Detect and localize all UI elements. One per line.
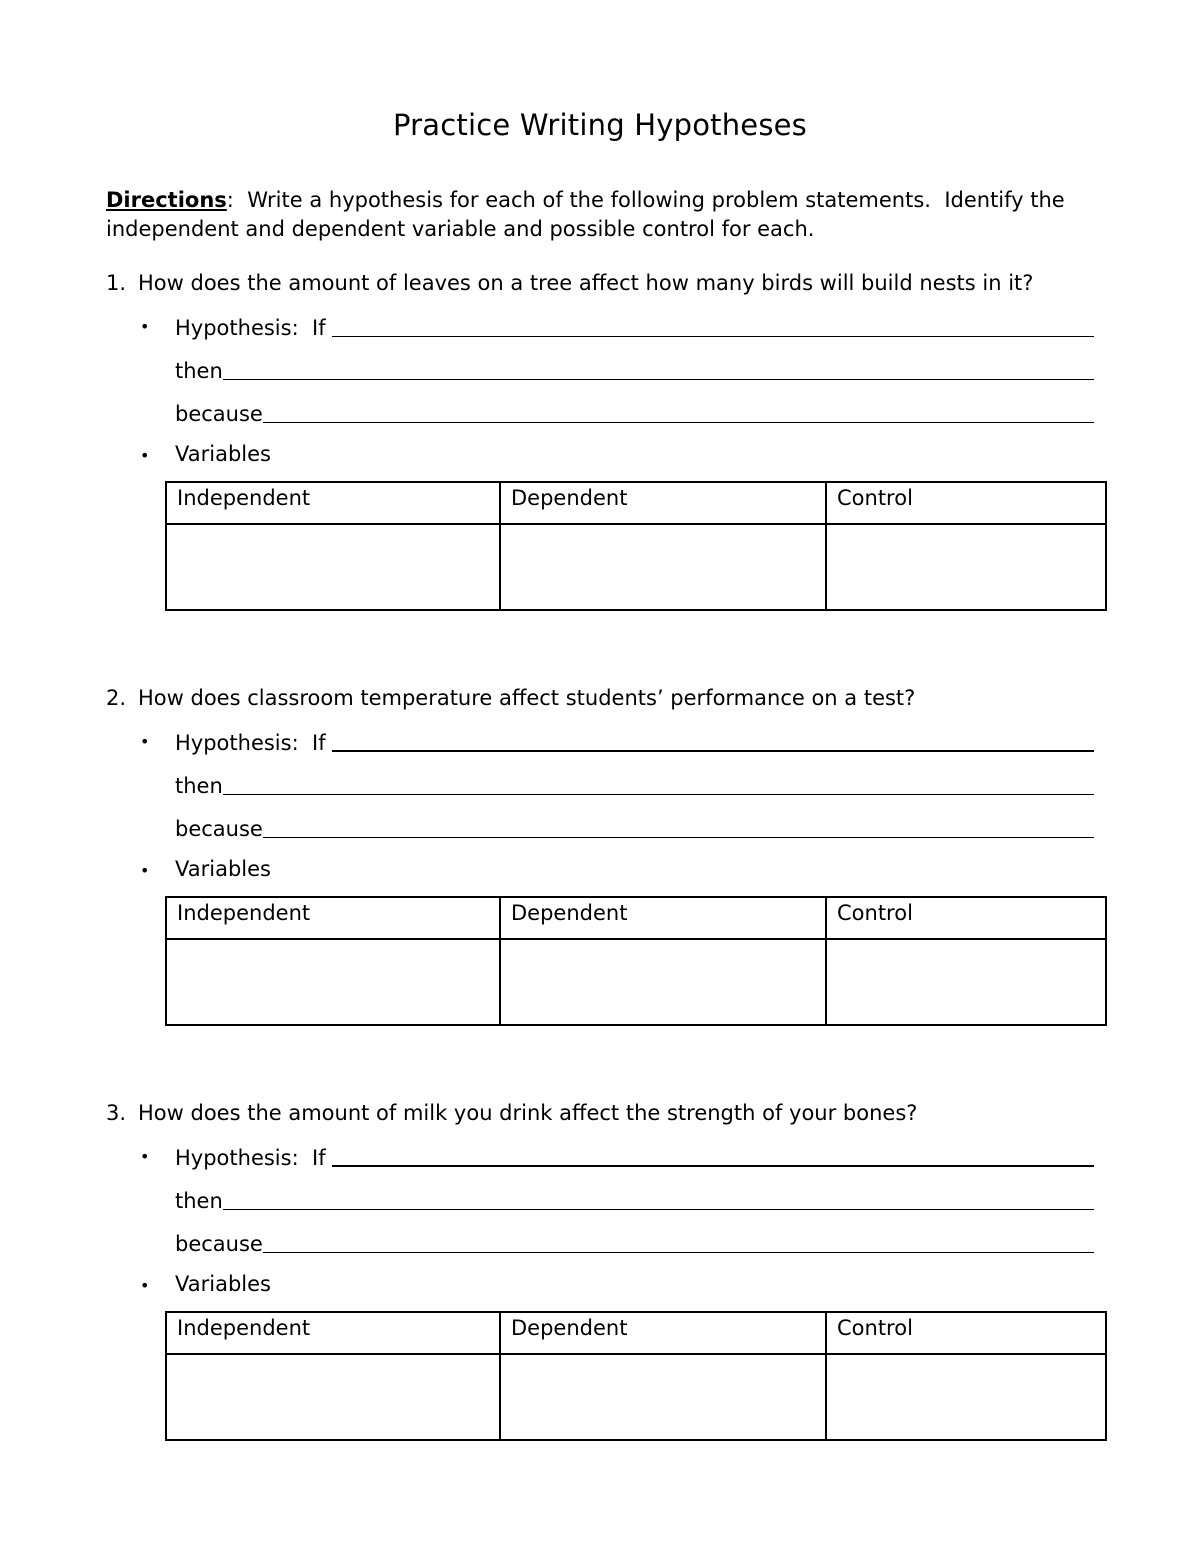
variables-label: Variables xyxy=(175,1272,271,1296)
answer-blank[interactable] xyxy=(223,379,1094,380)
hypothesis-then-line[interactable] xyxy=(175,768,1094,798)
header-dependent: Dependent xyxy=(500,1312,826,1354)
question-3 xyxy=(106,1101,917,1125)
control-cell[interactable] xyxy=(826,1354,1106,1440)
header-dependent: Dependent xyxy=(500,482,826,524)
then-label: then xyxy=(175,774,223,798)
then-label: then xyxy=(175,359,223,383)
then-label: then xyxy=(175,1189,223,1213)
variables-label: Variables xyxy=(175,442,271,466)
dependent-cell[interactable] xyxy=(500,939,826,1025)
hypothesis-label: Hypothesis: If xyxy=(175,731,333,755)
control-cell[interactable] xyxy=(826,524,1106,610)
answer-blank[interactable] xyxy=(223,1209,1094,1210)
bullet-icon: • xyxy=(140,732,150,751)
bullet-icon: • xyxy=(140,446,150,465)
answer-blank[interactable] xyxy=(332,1165,1094,1167)
hypothesis-because-line[interactable] xyxy=(175,396,1094,426)
hypothesis-because-line[interactable] xyxy=(175,1226,1094,1256)
table-row xyxy=(166,524,1106,610)
variables-label: Variables xyxy=(175,857,271,881)
question-number: 3. xyxy=(106,1101,127,1125)
variables-table xyxy=(165,1311,1107,1441)
bullet-icon: • xyxy=(140,1276,150,1295)
header-control: Control xyxy=(826,897,1106,939)
header-independent: Independent xyxy=(166,897,500,939)
table-row xyxy=(166,1354,1106,1440)
answer-blank[interactable] xyxy=(263,422,1094,423)
because-label: because xyxy=(175,817,263,841)
header-control: Control xyxy=(826,482,1106,524)
because-label: because xyxy=(175,1232,263,1256)
table-header-row xyxy=(166,1312,1106,1354)
question-text: How does the amount of leaves on a tree affect how many birds will build nests in it? xyxy=(138,271,1034,295)
answer-blank[interactable] xyxy=(332,336,1094,337)
dependent-cell[interactable] xyxy=(500,524,826,610)
bullet-icon: • xyxy=(140,317,150,336)
because-label: because xyxy=(175,402,263,426)
control-cell[interactable] xyxy=(826,939,1106,1025)
table-header-row xyxy=(166,482,1106,524)
variables-table xyxy=(165,481,1107,611)
table-header-row xyxy=(166,897,1106,939)
variables-table xyxy=(165,896,1107,1026)
header-independent: Independent xyxy=(166,1312,500,1354)
answer-blank[interactable] xyxy=(223,794,1094,795)
hypothesis-then-line[interactable] xyxy=(175,353,1094,383)
dependent-cell[interactable] xyxy=(500,1354,826,1440)
hypothesis-if-line[interactable] xyxy=(175,1140,1094,1170)
directions-label: Directions xyxy=(106,188,227,212)
independent-cell[interactable] xyxy=(166,939,500,1025)
hypothesis-then-line[interactable] xyxy=(175,1183,1094,1213)
bullet-icon: • xyxy=(140,861,150,880)
question-text: How does classroom temperature affect students’ performance on a test? xyxy=(138,686,916,710)
question-number: 1. xyxy=(106,271,127,295)
question-1 xyxy=(106,271,1033,295)
bullet-icon: • xyxy=(140,1147,150,1166)
directions xyxy=(106,186,1096,244)
header-control: Control xyxy=(826,1312,1106,1354)
answer-blank[interactable] xyxy=(332,750,1094,752)
hypothesis-if-line[interactable] xyxy=(175,310,1094,340)
question-text: How does the amount of milk you drink affect the strength of your bones? xyxy=(138,1101,918,1125)
hypothesis-label: Hypothesis: If xyxy=(175,316,333,340)
independent-cell[interactable] xyxy=(166,1354,500,1440)
hypothesis-label: Hypothesis: If xyxy=(175,1146,333,1170)
table-row xyxy=(166,939,1106,1025)
question-number: 2. xyxy=(106,686,127,710)
hypothesis-if-line[interactable] xyxy=(175,725,1094,755)
page-title: Practice Writing Hypotheses xyxy=(392,108,807,142)
directions-colon: : xyxy=(226,188,234,212)
header-dependent: Dependent xyxy=(500,897,826,939)
directions-text: Write a hypothesis for each of the following problem statements. Identify the independent and dependent variable and possible control for each. xyxy=(106,188,1072,241)
header-independent: Independent xyxy=(166,482,500,524)
question-2 xyxy=(106,686,915,710)
answer-blank[interactable] xyxy=(263,1252,1094,1253)
independent-cell[interactable] xyxy=(166,524,500,610)
answer-blank[interactable] xyxy=(263,837,1094,838)
hypothesis-because-line[interactable] xyxy=(175,811,1094,841)
